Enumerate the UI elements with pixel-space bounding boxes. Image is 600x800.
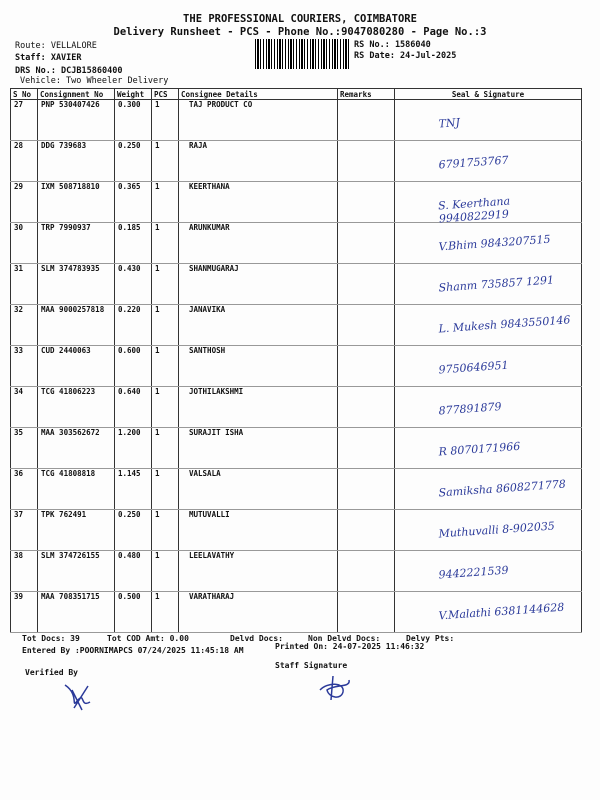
non-delivered-docs: Non Delvd Docs: <box>308 634 381 643</box>
row-weight: 0.220 <box>115 305 152 346</box>
row-sno: 30 <box>11 223 38 264</box>
table-row <box>11 141 582 182</box>
row-sno: 35 <box>11 428 38 469</box>
row-consignment-no: SLM 374726155 <box>38 551 115 592</box>
row-signature <box>395 592 582 633</box>
row-sno: 31 <box>11 264 38 305</box>
row-weight: 0.500 <box>115 592 152 633</box>
table-header-row <box>11 89 582 100</box>
row-remarks <box>338 346 395 387</box>
row-signature <box>395 223 582 264</box>
row-consignment-no: MAA 708351715 <box>38 592 115 633</box>
row-pcs: 1 <box>152 305 179 346</box>
row-weight: 0.250 <box>115 141 152 182</box>
row-sno: 37 <box>11 510 38 551</box>
table-row <box>11 387 582 428</box>
verified-by-label: Verified By <box>25 668 78 677</box>
table-row <box>11 592 582 633</box>
verifier-signature-mark <box>60 680 100 715</box>
table-row <box>11 346 582 387</box>
row-remarks <box>338 428 395 469</box>
row-consignment-no: MAA 9000257818 <box>38 305 115 346</box>
handwritten-signature: Shanm 735857 1291 <box>438 273 555 295</box>
table-row <box>11 264 582 305</box>
delivery-table <box>10 88 582 633</box>
total-docs: Tot Docs: 39 <box>22 634 80 643</box>
row-pcs: 1 <box>152 141 179 182</box>
staff-label: Staff: XAVIER <box>15 53 82 63</box>
delivery-points: Delvy Pts: <box>406 634 455 643</box>
col-remarks: Remarks <box>338 89 395 100</box>
row-consignment-no: CUD 2440063 <box>38 346 115 387</box>
row-remarks <box>338 264 395 305</box>
row-sno: 28 <box>11 141 38 182</box>
row-sno: 33 <box>11 346 38 387</box>
handwritten-signature: V.Bhim 9843207515 <box>438 232 551 254</box>
row-signature <box>395 387 582 428</box>
total-cod-amount: Tot COD Amt: 0.00 <box>107 634 189 643</box>
company-title: THE PROFESSIONAL COURIERS, COIMBATORE <box>183 13 417 25</box>
row-weight: 0.300 <box>115 100 152 141</box>
handwritten-signature: TNJ <box>438 115 461 131</box>
handwritten-signature: L. Mukesh 9843550146 <box>438 313 571 336</box>
row-consignment-no: TCG 41808818 <box>38 469 115 510</box>
row-consignee: SANTHOSH <box>179 346 338 387</box>
row-signature <box>395 264 582 305</box>
table-row <box>11 428 582 469</box>
handwritten-signature: R 8070171966 <box>438 439 521 459</box>
row-sno: 36 <box>11 469 38 510</box>
row-consignee: SHANMUGARAJ <box>179 264 338 305</box>
row-consignee: KEERTHANA <box>179 182 338 223</box>
row-signature <box>395 182 582 226</box>
row-consignment-no: DDG 739683 <box>38 141 115 182</box>
row-remarks <box>338 387 395 428</box>
table-row <box>11 510 582 551</box>
row-remarks <box>338 223 395 264</box>
row-consignee: JOTHILAKSHMI <box>179 387 338 428</box>
row-weight: 0.480 <box>115 551 152 592</box>
row-consignment-no: SLM 374783935 <box>38 264 115 305</box>
row-sno: 34 <box>11 387 38 428</box>
row-consignment-no: TRP 7990937 <box>38 223 115 264</box>
row-consignee: JANAVIKA <box>179 305 338 346</box>
row-pcs: 1 <box>152 182 179 223</box>
row-consignment-no: PNP 530407426 <box>38 100 115 141</box>
row-signature <box>395 469 582 510</box>
row-remarks <box>338 182 395 223</box>
handwritten-signature: Muthuvalli 8-902035 <box>438 519 556 541</box>
row-pcs: 1 <box>152 346 179 387</box>
row-weight: 0.250 <box>115 510 152 551</box>
row-consignment-no: MAA 303562672 <box>38 428 115 469</box>
col-consignee: Consignee Details <box>179 89 338 100</box>
row-sno: 38 <box>11 551 38 592</box>
col-weight: Weight <box>115 89 152 100</box>
table-row <box>11 469 582 510</box>
row-sno: 32 <box>11 305 38 346</box>
printed-on: Printed On: 24-07-2025 11:46:32 <box>275 642 425 651</box>
table-row <box>11 551 582 592</box>
row-consignment-no: TPK 762491 <box>38 510 115 551</box>
row-pcs: 1 <box>152 223 179 264</box>
staff-signature-label: Staff Signature <box>275 661 348 670</box>
row-remarks <box>338 510 395 551</box>
row-weight: 1.200 <box>115 428 152 469</box>
table-row <box>11 182 582 223</box>
row-sno: 29 <box>11 182 38 223</box>
handwritten-signature: 877891879 <box>438 400 502 418</box>
rs-number: RS No.: 1586040 <box>354 40 431 50</box>
row-remarks <box>338 592 395 633</box>
table-row <box>11 223 582 264</box>
row-sno: 27 <box>11 100 38 141</box>
handwritten-signature: S. Keerthana 9940822919 <box>437 194 511 226</box>
handwritten-signature: 9750646951 <box>438 358 509 377</box>
vehicle-label: Vehicle: Two Wheeler Delivery <box>20 76 169 86</box>
row-signature <box>395 551 582 592</box>
row-pcs: 1 <box>152 428 179 469</box>
row-remarks <box>338 141 395 182</box>
barcode-image <box>255 39 350 69</box>
row-weight: 0.600 <box>115 346 152 387</box>
row-pcs: 1 <box>152 510 179 551</box>
row-signature <box>395 305 582 346</box>
row-remarks <box>338 305 395 346</box>
row-signature <box>395 346 582 387</box>
row-consignment-no: TCG 41806223 <box>38 387 115 428</box>
row-consignee: VARATHARAJ <box>179 592 338 633</box>
handwritten-signature: 6791753767 <box>438 153 509 172</box>
row-consignee: MUTUVALLI <box>179 510 338 551</box>
row-weight: 0.430 <box>115 264 152 305</box>
entered-by: Entered By :POORNIMAPCS 07/24/2025 11:45:18 AM <box>22 646 244 655</box>
row-consignee: RAJA <box>179 141 338 182</box>
rs-date: RS Date: 24-Jul-2025 <box>354 51 457 61</box>
row-consignee: SURAJIT ISHA <box>179 428 338 469</box>
handwritten-signature: V.Malathi 6381144628 <box>438 600 565 623</box>
row-consignee: ARUNKUMAR <box>179 223 338 264</box>
col-consignment: Consignment No <box>38 89 115 100</box>
row-pcs: 1 <box>152 592 179 633</box>
row-consignee: VALSALA <box>179 469 338 510</box>
row-pcs: 1 <box>152 551 179 592</box>
row-weight: 0.640 <box>115 387 152 428</box>
row-weight: 0.185 <box>115 223 152 264</box>
row-signature <box>395 510 582 551</box>
table-row <box>11 305 582 346</box>
row-remarks <box>338 551 395 592</box>
row-consignee: TAJ PRODUCT CO <box>179 100 338 141</box>
table-row <box>11 100 582 141</box>
row-pcs: 1 <box>152 264 179 305</box>
handwritten-signature: Samiksha 8608271778 <box>438 477 567 500</box>
route-label: Route: VELLALORE <box>15 41 97 51</box>
row-pcs: 1 <box>152 387 179 428</box>
delivered-docs: Delvd Docs: <box>230 634 283 643</box>
row-signature <box>395 100 582 141</box>
row-weight: 1.145 <box>115 469 152 510</box>
row-remarks <box>338 100 395 141</box>
row-signature <box>395 428 582 469</box>
row-pcs: 1 <box>152 100 179 141</box>
runsheet-title: Delivery Runsheet - PCS - Phone No.:9047080280 - Page No.:3 <box>113 26 487 38</box>
handwritten-signature: 9442221539 <box>438 563 509 582</box>
col-sno: S No <box>11 89 38 100</box>
row-sno: 39 <box>11 592 38 633</box>
row-consignment-no: IXM 508718810 <box>38 182 115 223</box>
col-pcs: PCS <box>152 89 179 100</box>
col-signature: Seal & Signature <box>395 89 582 100</box>
row-pcs: 1 <box>152 469 179 510</box>
staff-signature-mark <box>315 672 355 704</box>
row-signature <box>395 141 582 182</box>
row-remarks <box>338 469 395 510</box>
row-weight: 0.365 <box>115 182 152 223</box>
row-consignee: LEELAVATHY <box>179 551 338 592</box>
drs-number: DRS No.: DCJB15860400 <box>15 66 123 76</box>
